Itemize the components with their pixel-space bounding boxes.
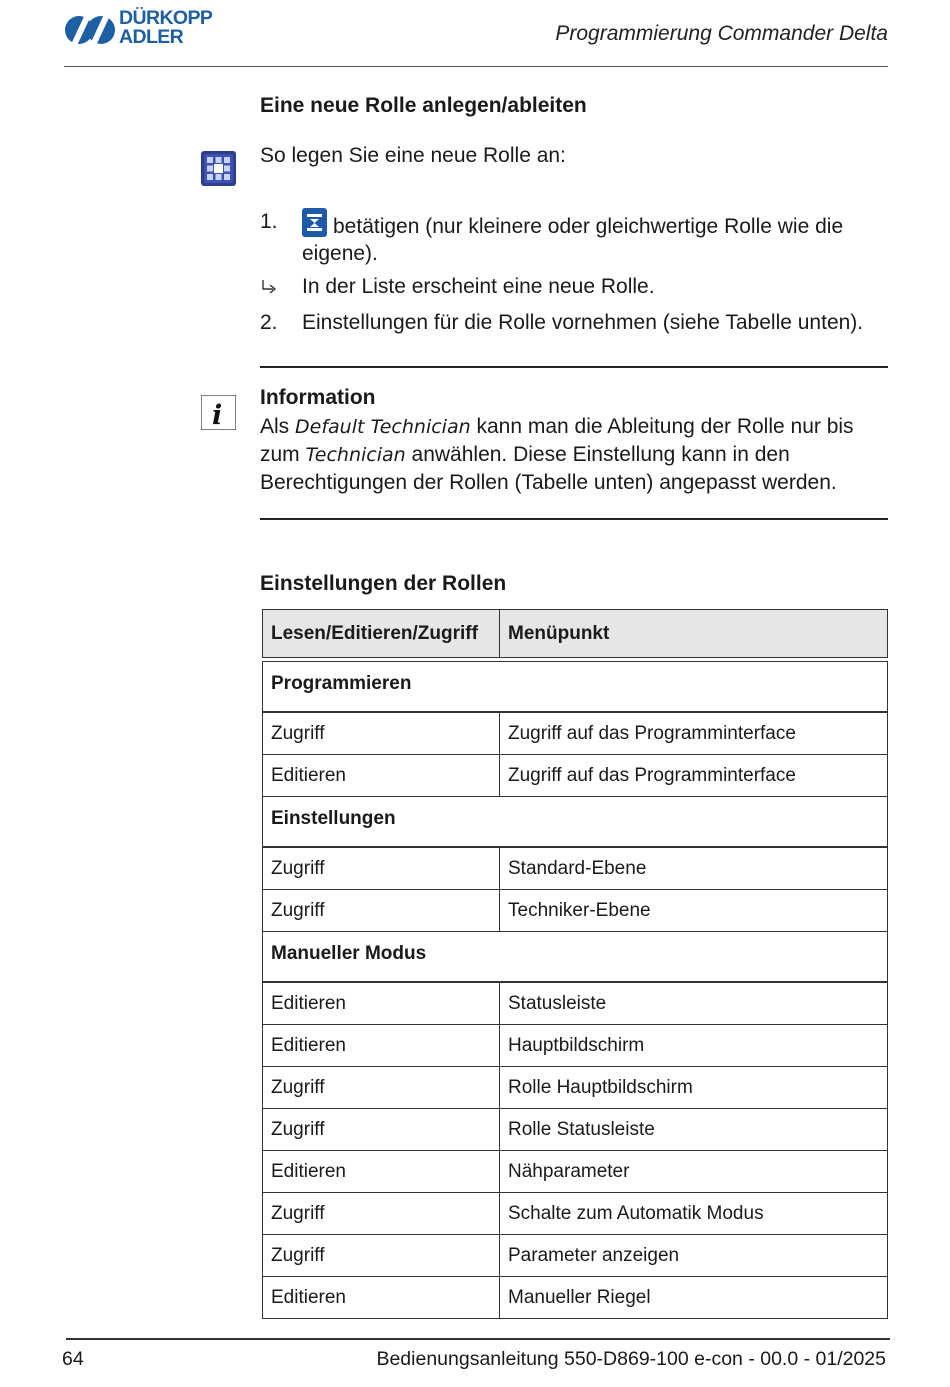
table-row: [262, 983, 888, 1025]
brand-line-2: ADLER: [119, 26, 184, 48]
access-level-cell: Editieren: [271, 992, 346, 1014]
access-level-cell: Zugriff: [271, 857, 325, 879]
page-number: 64: [62, 1348, 84, 1370]
brand-line-1: DÜRKOPP: [119, 7, 213, 29]
table-heading: Einstellungen der Rollen: [260, 572, 507, 595]
info-text-1: Als: [260, 415, 296, 438]
table-row: [262, 755, 888, 797]
table-row: [262, 713, 888, 755]
info-text-3: anwählen. Diese Einstellung kann in den Berechtigungen der Rollen (Tabelle unten) angepasst werden.: [260, 443, 837, 494]
menu-item-cell: Hauptbildschirm: [508, 1034, 645, 1056]
menu-item-cell: Nähparameter: [508, 1160, 630, 1182]
access-level-cell: Zugriff: [271, 722, 325, 744]
menu-item-cell: Zugriff auf das Programminterface: [508, 764, 796, 786]
step-result: [260, 273, 890, 301]
column-header: Lesen/Editieren/Zugriff: [271, 622, 478, 644]
step-1-text: betätigen (nur kleinere oder gleichwertige Rolle wie die eigene).: [302, 215, 844, 265]
table-row: [262, 1151, 888, 1193]
new-role-button-icon: [302, 208, 327, 237]
table-row: [262, 890, 888, 932]
info-emphasis-1: Default Technician: [295, 416, 471, 438]
menu-item-cell: Techniker-Ebene: [508, 899, 651, 921]
section-title: Manueller Modus: [271, 942, 427, 964]
footer-divider: [66, 1338, 890, 1340]
menu-item-cell: Standard-Ebene: [508, 857, 647, 879]
intro-text: So legen Sie eine neue Rolle an:: [260, 144, 566, 167]
table-section-row: [262, 932, 888, 983]
table-row: [262, 1193, 888, 1235]
footer-document-id: Bedienungsanleitung 550-D869-100 e-con - 00.0 - 01/2025: [376, 1348, 886, 1370]
info-bottom-rule: [260, 518, 888, 520]
section-title: Programmieren: [271, 672, 412, 694]
info-text-2: kann man die Ableitung der Rolle nur bis zum: [260, 415, 854, 466]
info-title: Information: [260, 386, 376, 409]
table-header-row: [262, 609, 888, 658]
column-header: Menüpunkt: [508, 622, 610, 644]
table-row: [262, 1109, 888, 1151]
software-icon: [201, 151, 236, 186]
info-top-rule: [260, 366, 888, 368]
roles-table: [262, 609, 888, 1319]
access-level-cell: Zugriff: [271, 1076, 325, 1098]
menu-item-cell: Rolle Hauptbildschirm: [508, 1076, 693, 1098]
brand-name: [119, 9, 212, 47]
step-1: [260, 208, 890, 264]
document-title: Programmierung Commander Delta: [555, 22, 888, 45]
header-divider: [64, 66, 888, 67]
step-number: 1.: [260, 210, 278, 233]
menu-item-cell: Parameter anzeigen: [508, 1244, 680, 1266]
access-level-cell: Editieren: [271, 1286, 346, 1308]
brand-logo: [64, 8, 232, 52]
section-title: Einstellungen: [271, 807, 396, 829]
info-emphasis-2: Technician: [305, 444, 406, 466]
table-row: [262, 1025, 888, 1067]
step-number: 2.: [260, 311, 278, 334]
access-level-cell: Zugriff: [271, 1244, 325, 1266]
logo-mark-icon: [64, 10, 116, 50]
step-2: [260, 309, 890, 337]
access-level-cell: Zugriff: [271, 899, 325, 921]
access-level-cell: Editieren: [271, 1160, 346, 1182]
step-2-text: Einstellungen für die Rolle vornehmen (siehe Tabelle unten).: [302, 311, 864, 334]
result-text: In der Liste erscheint eine neue Rolle.: [302, 275, 655, 298]
menu-item-cell: Rolle Statusleiste: [508, 1118, 655, 1140]
menu-item-cell: Zugriff auf das Programminterface: [508, 722, 796, 744]
menu-item-cell: Schalte zum Automatik Modus: [508, 1202, 764, 1224]
table-row: [262, 848, 888, 890]
access-level-cell: Editieren: [271, 764, 346, 786]
access-level-cell: Zugriff: [271, 1202, 325, 1224]
table-row: [262, 1067, 888, 1109]
menu-item-cell: Manueller Riegel: [508, 1286, 651, 1308]
result-arrow-icon: [260, 278, 278, 296]
access-level-cell: Editieren: [271, 1034, 346, 1056]
menu-item-cell: Statusleiste: [508, 992, 607, 1014]
table-body: [262, 662, 888, 1319]
info-icon: [201, 395, 236, 430]
table-row: [262, 1277, 888, 1319]
access-level-cell: Zugriff: [271, 1118, 325, 1140]
table-section-row: [262, 662, 888, 713]
section-heading: Eine neue Rolle anlegen/ableiten: [260, 94, 587, 117]
step-text: [302, 208, 892, 267]
info-body: [260, 413, 888, 496]
svg-text:i: i: [212, 400, 223, 430]
table-row: [262, 1235, 888, 1277]
table-section-row: [262, 797, 888, 848]
